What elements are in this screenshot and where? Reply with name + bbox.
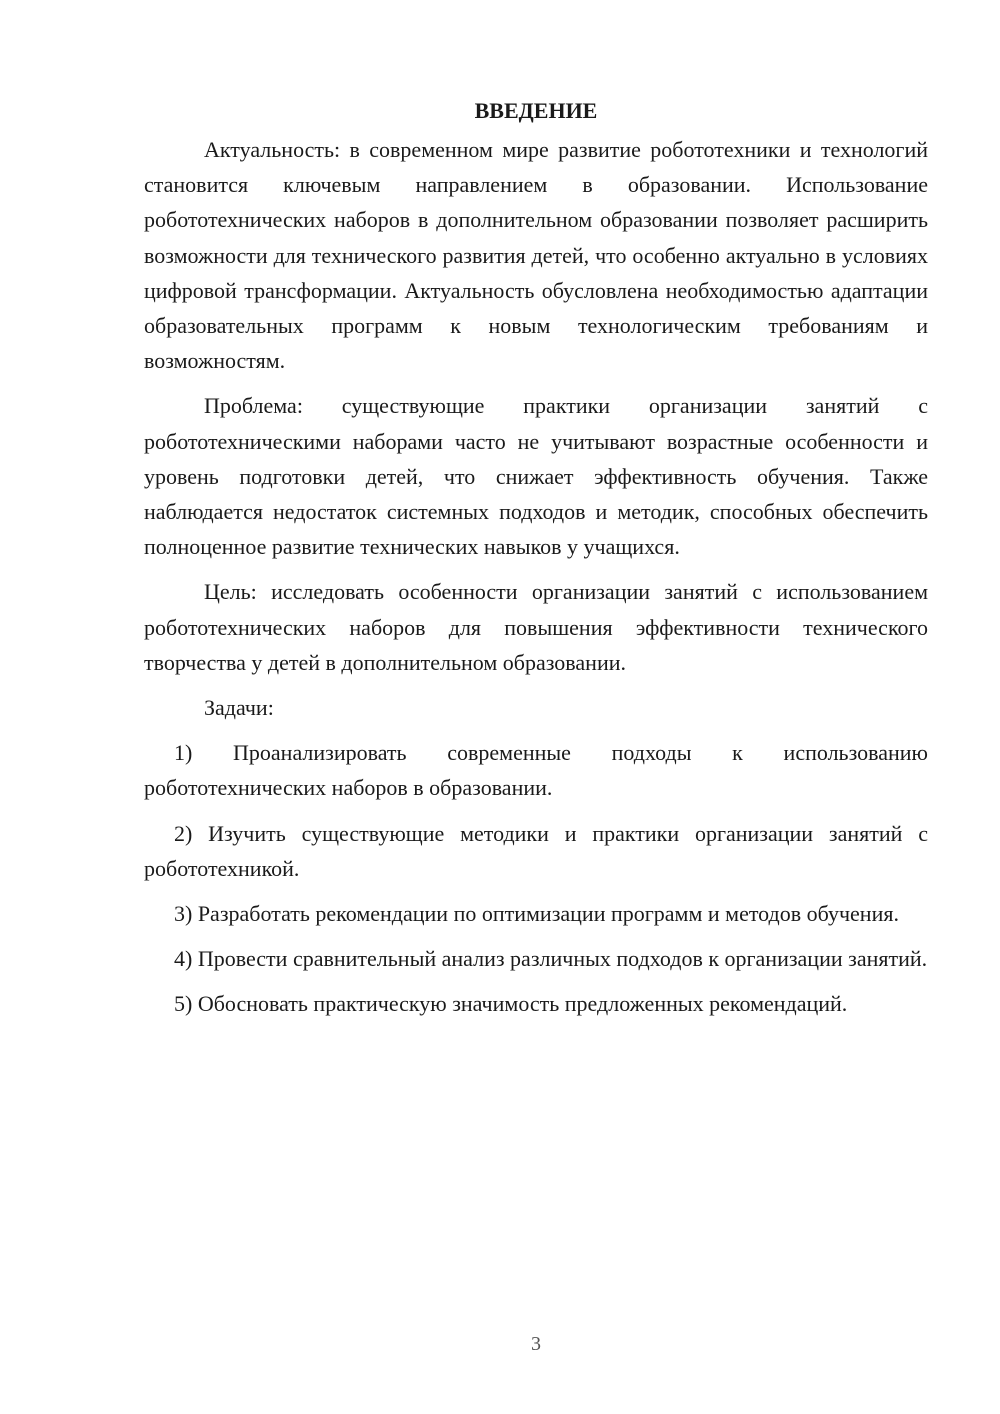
page-number: 3 — [531, 1333, 541, 1355]
task-item: 3) Разработать рекомендации по оптимизации программ и методов обучения. — [174, 901, 899, 927]
task-item: 1) Проанализировать современные подходы к использованию робототехнических наборов в образовании. — [144, 740, 928, 801]
paragraph-goal: Цель: исследовать особенности организации занятий с использованием робототехнических наборов для повышения эффективности технического творчества у детей в дополнительном образовании. — [144, 579, 928, 675]
task-item: 4) Провести сравнительный анализ различных подходов к организации занятий. — [174, 946, 928, 972]
task-item: 2) Изучить существующие методики и практики организации занятий с робототехникой. — [144, 820, 928, 881]
paragraph-relevance: Актуальность: в современном мире развитие робототехники и технологий становится ключевым направлением в образовании. Использование робототехнических наборов в дополнительном образовании позволяет расширить возможности для технического развития детей, что особенно актуально в условиях цифровой трансформации. Актуальность обусловлена необходимостью адаптации образовательных программ к новым технологическим требованиям и возможностям. — [144, 137, 928, 374]
tasks-list — [144, 735, 928, 1021]
document-page — [144, 96, 928, 1032]
tasks-title: Задачи: — [204, 695, 274, 721]
task-item: 5) Обосновать практическую значимость предложенных рекомендаций. — [174, 991, 848, 1017]
section-heading: ВВЕДЕНИЕ — [474, 98, 598, 123]
paragraph-problem: Проблема: существующие практики организации занятий с робототехническими наборами часто не учитывают возрастные особенности и уровень подготовки детей, что снижает эффективность обучения. Также наблюдается недостаток системных подходов и методик, способных обеспечить полноценное развитие технических навыков у учащихся. — [144, 393, 928, 560]
